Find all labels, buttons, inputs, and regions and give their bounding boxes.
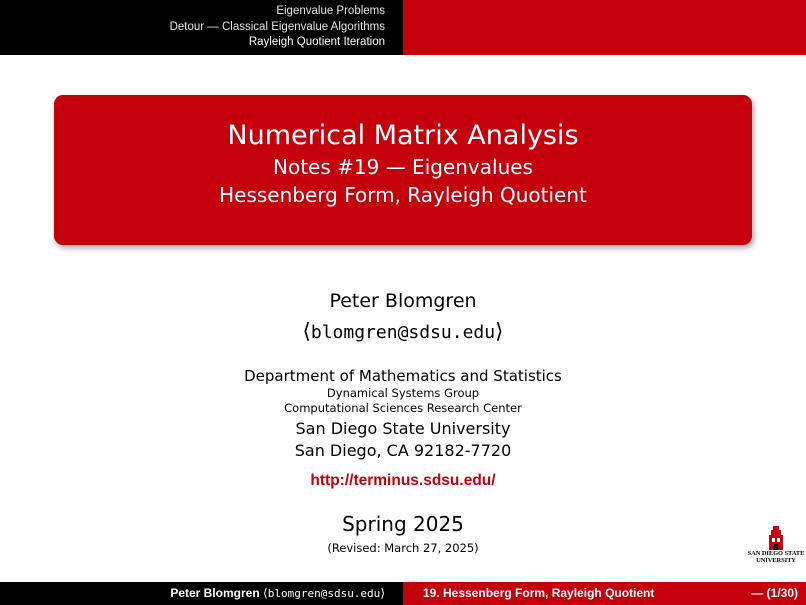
footer-email-close: ⟩ xyxy=(380,586,385,600)
header-section[interactable]: Eigenvalue Problems xyxy=(276,5,385,17)
sdsu-logo xyxy=(746,526,806,566)
footer-lecture-title[interactable]: 19. Hessenberg Form, Rayleigh Quotient xyxy=(423,586,655,600)
sdsu-tower-icon xyxy=(767,526,785,550)
email-open-bracket: ⟨ xyxy=(302,319,311,343)
presentation-subtitle-1: Notes #19 — Eigenvalues xyxy=(273,155,533,179)
header-subsubsection[interactable]: Rayleigh Quotient Iteration xyxy=(248,36,385,48)
footer-bar xyxy=(0,582,806,605)
footer-title-area xyxy=(403,582,806,605)
footer-email: blomgren@sdsu.edu xyxy=(267,587,381,600)
header-accent xyxy=(403,0,806,55)
header-subsection[interactable]: Detour — Classical Eigenvalue Algorithms xyxy=(169,20,385,33)
presentation-subtitle-2: Hessenberg Form, Rayleigh Quotient xyxy=(219,183,587,207)
research-group-1: Dynamical Systems Group xyxy=(326,386,480,400)
logo-text-line2: UNIVERSITY xyxy=(756,557,796,564)
revised-date: (Revised: March 27, 2025) xyxy=(327,541,479,555)
footer-page-number: — (1/30) xyxy=(751,586,798,600)
header-nav xyxy=(0,0,403,55)
footer-author[interactable] xyxy=(0,582,403,605)
email-close-bracket: ⟩ xyxy=(495,319,504,343)
research-group-2: Computational Sciences Research Center xyxy=(284,401,522,415)
term-date: Spring 2025 xyxy=(342,512,464,536)
department: Department of Mathematics and Statistics xyxy=(244,367,562,385)
title-block xyxy=(54,95,752,245)
header-bar xyxy=(0,0,806,55)
logo-text-line1: SAN DIEGO STATE xyxy=(747,550,805,557)
university: San Diego State University xyxy=(295,419,511,438)
author-email xyxy=(0,316,806,348)
address: San Diego, CA 92182-7720 xyxy=(294,441,512,460)
author-name: Peter Blomgren xyxy=(329,290,477,312)
author-email-text: blomgren@sdsu.edu xyxy=(310,322,496,343)
footer-author-name: Peter Blomgren xyxy=(170,586,260,600)
footer-email-open: ⟨ xyxy=(263,586,268,600)
presentation-title: Numerical Matrix Analysis xyxy=(227,120,579,151)
website-link[interactable]: http://terminus.sdsu.edu/ xyxy=(310,472,496,489)
